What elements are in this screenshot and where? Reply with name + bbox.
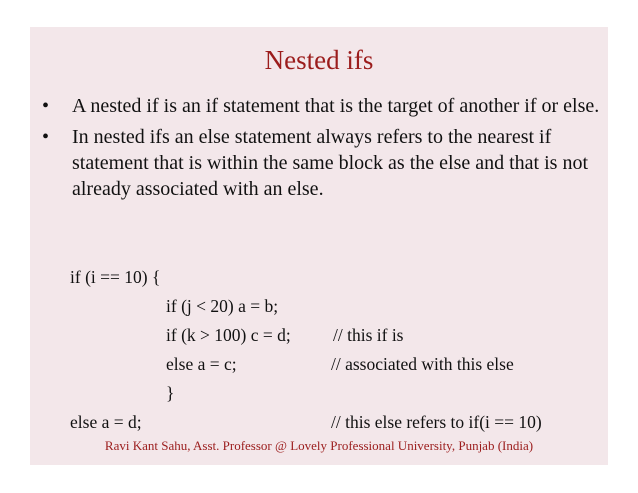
- slide-title: Nested ifs: [264, 45, 374, 75]
- code-line: else a = c;: [166, 354, 237, 374]
- slide-panel: [30, 27, 608, 465]
- code-line: if (i == 10) {: [70, 267, 161, 287]
- bullet-text: In nested ifs an else statement always refers to the nearest if statement that is within the same block as the else and that is not already associated with an else.: [72, 126, 588, 200]
- bullet-item-1: [40, 93, 600, 119]
- code-line: if (j < 20) a = b;: [166, 296, 279, 316]
- bullet-text: A nested if is an if statement that is the target of another if or else.: [72, 95, 600, 117]
- slide-footer: Ravi Kant Sahu, Asst. Professor @ Lovely Professional University, Punjab (India): [104, 438, 534, 453]
- code-line: else a = d;: [70, 412, 142, 432]
- bullet-marker: •: [42, 126, 50, 148]
- code-comment: // this if is: [333, 325, 404, 345]
- code-line: if (k > 100) c = d;: [166, 325, 291, 345]
- bullet-list: [40, 93, 600, 207]
- code-line: }: [166, 383, 175, 403]
- bullet-item-2: [40, 124, 600, 202]
- bullet-marker: •: [42, 95, 50, 117]
- code-comment: // this else refers to if(i == 10): [331, 412, 542, 432]
- code-comment: // associated with this else: [331, 354, 514, 374]
